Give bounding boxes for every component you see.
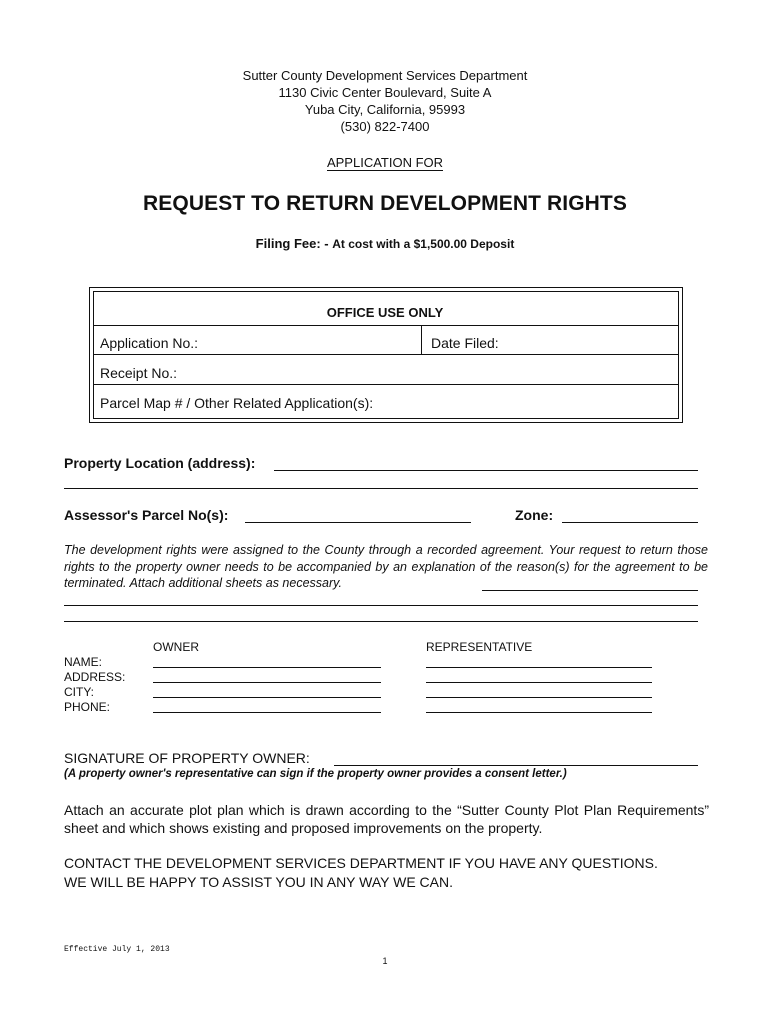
explanation-paragraph	[64, 542, 708, 592]
filing-fee-label: Filing Fee: -	[255, 236, 329, 251]
explanation-line-3[interactable]	[64, 621, 698, 622]
office-box-vertical-divider	[421, 325, 422, 354]
department-address-line2: Yuba City, California, 95993	[304, 102, 466, 117]
page-number: 1	[382, 956, 388, 966]
owner-city-line[interactable]	[153, 697, 381, 698]
assessor-parcel-line[interactable]	[245, 522, 471, 523]
application-for-wrap	[0, 154, 770, 172]
contact-line-1: CONTACT THE DEVELOPMENT SERVICES DEPARTMENT IF YOU HAVE ANY QUESTIONS.	[64, 855, 658, 871]
zone-label: Zone:	[515, 507, 554, 523]
property-location-label: Property Location (address):	[64, 455, 256, 471]
signature-line[interactable]	[334, 765, 698, 766]
contact-label-address: ADDRESS:	[64, 670, 126, 684]
plot-plan-paragraph: Attach an accurate plot plan which is drawn according to the “Sutter County Plot Plan Requirements” sheet and which shows existing and proposed improvements on the property.	[64, 802, 709, 836]
contact-label-name: NAME:	[64, 655, 103, 669]
department-name: Sutter County Development Services Department	[242, 68, 528, 83]
rep-name-line[interactable]	[426, 667, 652, 668]
department-address-line1: 1130 Civic Center Boulevard, Suite A	[278, 85, 492, 100]
signature-label: SIGNATURE OF PROPERTY OWNER:	[64, 750, 310, 766]
application-for: APPLICATION FOR	[326, 155, 444, 170]
owner-phone-line[interactable]	[153, 712, 381, 713]
rep-phone-line[interactable]	[426, 712, 652, 713]
department-phone: (530) 822-7400	[340, 119, 430, 134]
office-use-heading: OFFICE USE ONLY	[326, 305, 444, 320]
receipt-no-field[interactable]: Receipt No.:	[100, 365, 178, 381]
explanation-line-2[interactable]	[64, 605, 698, 606]
rep-address-line[interactable]	[426, 682, 652, 683]
representative-heading: REPRESENTATIVE	[426, 640, 533, 654]
effective-date: Effective July 1, 2013	[64, 945, 170, 954]
zone-line[interactable]	[562, 522, 698, 523]
page-title: REQUEST TO RETURN DEVELOPMENT RIGHTS	[143, 192, 627, 215]
office-box-divider-1	[93, 325, 678, 326]
owner-name-line[interactable]	[153, 667, 381, 668]
rep-city-line[interactable]	[426, 697, 652, 698]
application-no-field[interactable]: Application No.:	[100, 335, 199, 351]
property-location-line-2[interactable]	[64, 488, 698, 489]
owner-heading: OWNER	[153, 640, 199, 654]
explanation-text: The development rights were assigned to the County through a recorded agreement. Your request to return those rights to the property owner needs to be accompanied by an explanation of the reason(s) for the agreement to be terminated. Attach additional sheets as necessary.	[64, 543, 708, 590]
contact-label-city: CITY:	[64, 685, 95, 699]
contact-label-phone: PHONE:	[64, 700, 111, 714]
parcel-map-field[interactable]: Parcel Map # / Other Related Application(s):	[100, 395, 374, 411]
assessor-parcel-label: Assessor's Parcel No(s):	[64, 507, 229, 523]
office-box-divider-3	[93, 384, 678, 385]
property-location-line[interactable]	[274, 470, 698, 471]
filing-fee-value: At cost with a $1,500.00 Deposit	[332, 237, 515, 251]
owner-address-line[interactable]	[153, 682, 381, 683]
explanation-line-1[interactable]	[482, 590, 698, 591]
date-filed-field[interactable]: Date Filed:	[431, 335, 499, 351]
office-box-divider-2	[93, 354, 678, 355]
signature-note: (A property owner's representative can sign if the property owner provides a consent letter.)	[64, 768, 567, 780]
filing-fee	[0, 236, 770, 251]
contact-line-2: WE WILL BE HAPPY TO ASSIST YOU IN ANY WAY WE CAN.	[64, 874, 454, 890]
